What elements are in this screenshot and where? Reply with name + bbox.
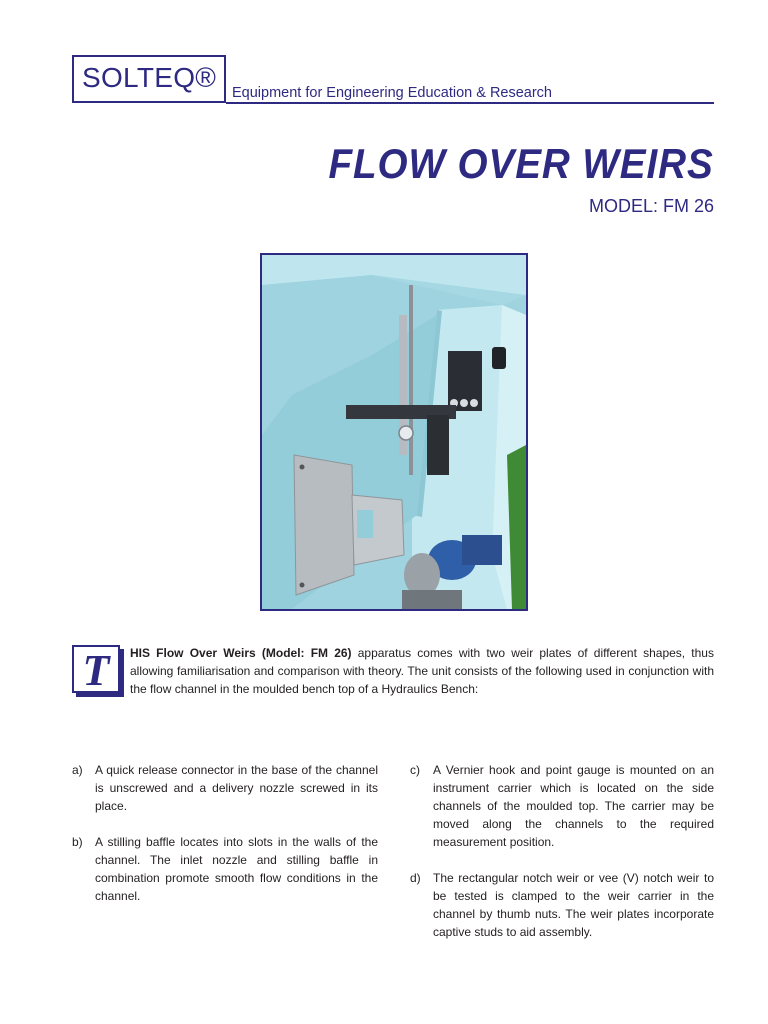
- list-item-text: A Vernier hook and point gauge is mounted on an instrument carrier which is located on the side channels of the moulded top. The carrier may be moved along the channels to the required measurement position.: [433, 763, 714, 849]
- intro-lead: HIS Flow Over Weirs (Model: FM 26): [130, 646, 352, 660]
- page-title: FLOW OVER WEIRS: [328, 140, 714, 187]
- list-item: [72, 761, 378, 815]
- brand-name: SOLTEQ®: [82, 62, 217, 93]
- list-item-label: b): [72, 835, 83, 849]
- list-item-label: a): [72, 763, 83, 777]
- intro-paragraph: [130, 644, 714, 698]
- model-number: MODEL: FM 26: [588, 196, 714, 216]
- tagline: Equipment for Engineering Education & Research: [232, 85, 552, 101]
- list-item-text: A quick release connector in the base of the channel is unscrewed and a delivery nozzle screwed in its place.: [95, 763, 378, 813]
- list-item: [410, 869, 714, 941]
- list-item-text: A stilling baffle locates into slots in the walls of the channel. The inlet nozzle and stilling baffle in combination promote smooth flow conditions in the channel.: [95, 835, 378, 903]
- dropcap-box: [72, 645, 120, 693]
- list-item: [72, 833, 378, 905]
- list-item-label: c): [410, 763, 420, 777]
- product-photo: [260, 253, 528, 611]
- feature-list-left: [72, 761, 378, 923]
- intro-body: apparatus comes with two weir plates of different shapes, thus allowing familiarisation and comparison with theory. The unit consists of the following used in conjunction with the flow channel in the moulded bench top of a Hydraulics Bench:: [130, 646, 714, 696]
- list-item-text: The rectangular notch weir or vee (V) notch weir to be tested is clamped to the weir carrier in the channel by thumb nuts. The weir plates incorporate captive studs to aid assembly.: [433, 871, 714, 939]
- feature-list-right: [410, 761, 714, 959]
- brand-logo: [72, 55, 226, 103]
- header-divider: [226, 102, 714, 104]
- list-item: [410, 761, 714, 851]
- list-item-label: d): [410, 871, 421, 885]
- flow-channel-illustration: [262, 255, 526, 609]
- dropcap-letter: T: [82, 646, 110, 695]
